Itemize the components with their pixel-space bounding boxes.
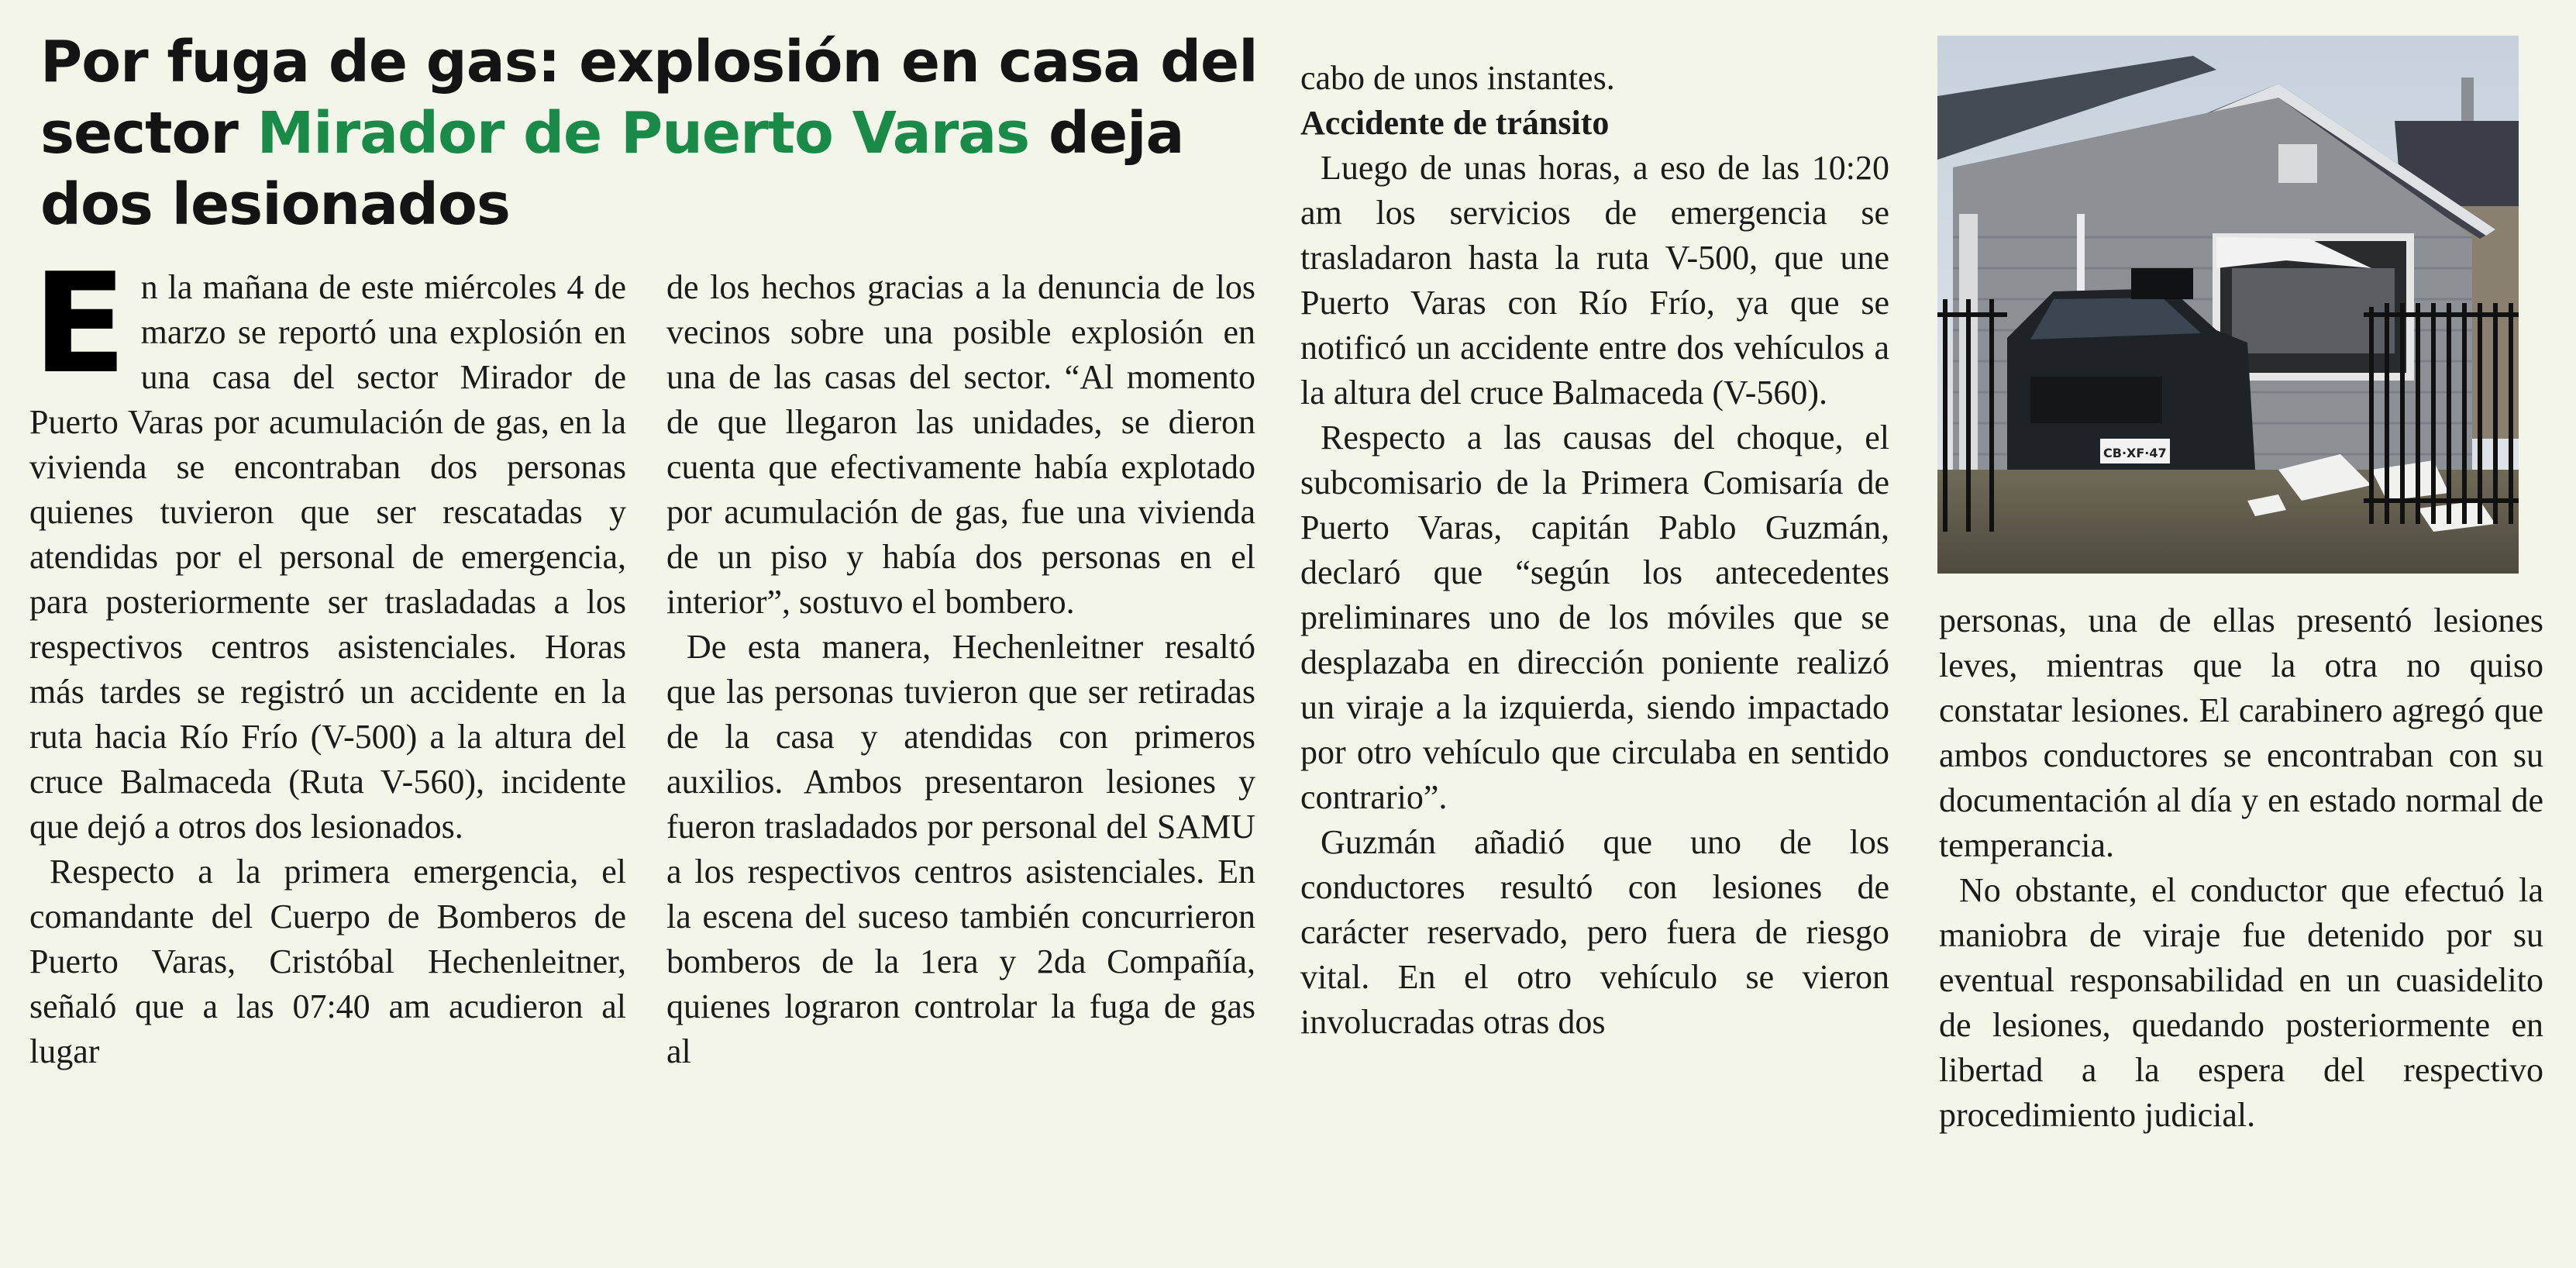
chimney bbox=[2461, 78, 2474, 124]
license-plate-text: CB·XF·47 bbox=[2103, 446, 2167, 460]
gable-vent bbox=[2278, 144, 2317, 183]
paragraph: Luego de unas horas, a eso de las 10:20 am los servicios de emergencia se trasladaron hasta la ruta V-500, que une Puerto Varas con Río Frío, ya que se notificó un accidente entre dos vehículos a la altura del cruce Balmaceda (V-560). bbox=[1300, 149, 1889, 412]
article-column-1 bbox=[29, 243, 626, 1074]
drop-cap: E bbox=[33, 243, 127, 404]
paragraph: Respecto a las causas del choque, el subcomisario de la Primera Comisaría de Puerto Varas, capitán Pablo Guzmán, declaró que “según los antecedentes preliminares uno de los móviles que se desplazaba en dirección poniente realizó un viraje a la izquierda, siendo impactado por otro vehículo que circulaba en sentido contrario”. bbox=[1300, 419, 1889, 816]
paragraph: Guzmán añadió que uno de los conductores resultó con lesiones de carácter reservado, pero fuera de riesgo vital. En el otro vehículo se vieron involucradas otras dos bbox=[1300, 823, 1889, 1041]
paragraph bbox=[29, 243, 626, 849]
article-column-4 bbox=[1939, 598, 2543, 1138]
paragraph: Respecto a la primera emergencia, el comandante del Cuerpo de Bomberos de Puerto Varas, Cristóbal Hechenleitner, señaló que a las 07:40 am acudieron al lugar bbox=[29, 853, 626, 1070]
headline-part2: deja dos lesionados bbox=[40, 100, 1184, 238]
house-explosion-photo bbox=[1937, 36, 2519, 574]
headline-part1: Por fuga de gas: explosión en casa del sector bbox=[40, 29, 1258, 167]
car-grille bbox=[2030, 377, 2162, 423]
paragraph: de los hechos gracias a la denuncia de los vecinos sobre una posible explosión en una de las casas del sector. “Al momento de que llegaron las unidades, se dieron cuenta que efectivamente había explotado por acumulación de gas, fue una vivienda de un piso y había dos personas en el interior”, sostuvo el bombero. bbox=[666, 268, 1255, 621]
paragraph: No obstante, el conductor que efectuó la maniobra de viraje fue detenido por su eventual responsabilidad en un cuasidelito de lesiones, quedando posteriormente en libertad a la espera del respectivo procedimiento judicial. bbox=[1939, 871, 2543, 1134]
paragraph: De esta manera, Hechenleitner resaltó que las personas tuvieron que ser retiradas de la casa y atendidas con primeros auxilios. Ambos presentaron lesiones y fueron trasladados por personal del SAMU a los respectivos centros asistenciales. En la escena del suceso también concurrieron bomberos de la 1era y 2da Compañía, quienes lograron controlar la fuga de gas al bbox=[666, 628, 1255, 1070]
subheading: Accidente de tránsito bbox=[1300, 104, 1610, 142]
article-column-3 bbox=[1300, 56, 1889, 1045]
headline-highlight: Mirador de Puerto Varas bbox=[257, 100, 1030, 167]
paragraph: cabo de unos instantes. bbox=[1300, 59, 1615, 97]
car-bag bbox=[2131, 268, 2193, 299]
paragraph-text: n la mañana de este miércoles 4 de marzo se reportó una explosión en una casa del sector Mirador de Puerto Varas por acumulación de gas, en la vivienda se encontraban dos personas quienes tuvieron que ser rescatadas y atendidas por el personal de emergencia, para posteriormente ser trasladadas a los respectivos centros asistenciales. Horas más tardes se registró un accidente en la ruta hacia Río Frío (V-500) a la altura del cruce Balmaceda (Ruta V-560), incidente que dejó a otros dos lesionados. bbox=[29, 268, 626, 846]
paragraph: personas, una de ellas presentó lesiones leves, mientras que la otra no quiso constatar lesiones. El carabinero agregó que ambos conductores se encontraban con su documentación al día y en estado normal de temperancia. bbox=[1939, 601, 2543, 864]
headline bbox=[40, 26, 1265, 240]
article-column-2 bbox=[666, 265, 1255, 1074]
